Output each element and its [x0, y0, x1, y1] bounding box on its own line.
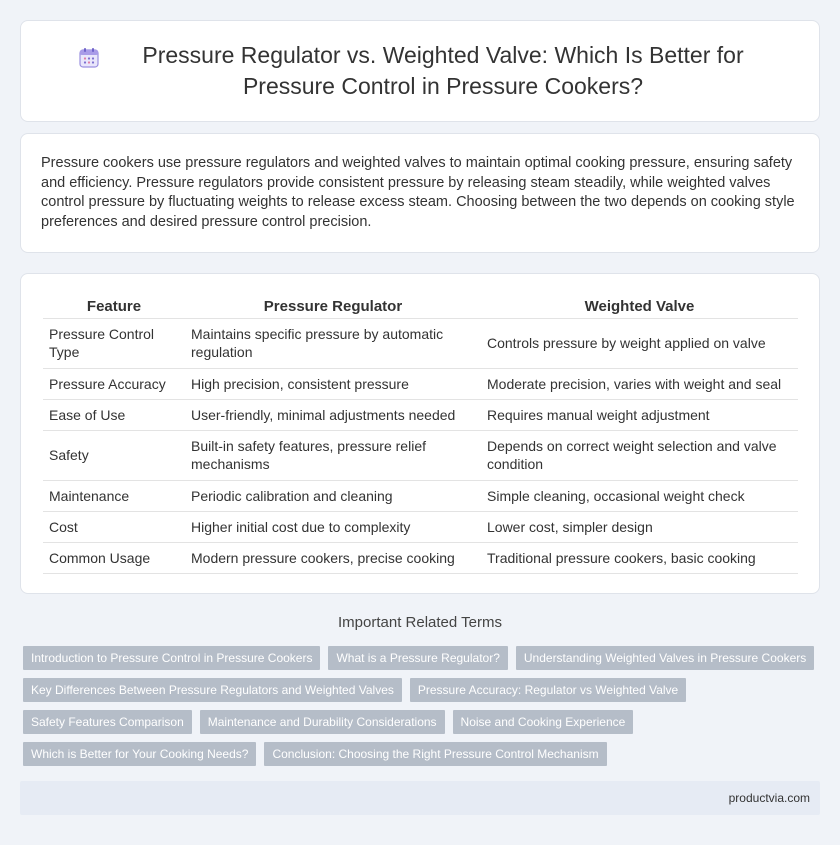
- table-cell-feature: Safety: [43, 430, 185, 480]
- table-cell-feature: Common Usage: [43, 542, 185, 573]
- table-header-row: [43, 294, 798, 318]
- tag-row: [23, 742, 823, 766]
- related-term-tag[interactable]: Pressure Accuracy: Regulator vs Weighted Valve: [410, 678, 686, 702]
- related-terms-list: [23, 646, 823, 774]
- related-term-tag[interactable]: Which is Better for Your Cooking Needs?: [23, 742, 256, 766]
- table-cell-feature: Pressure Control Type: [43, 318, 185, 368]
- title-wrap: [77, 40, 763, 102]
- intro-card: [20, 133, 820, 253]
- related-term-tag[interactable]: Maintenance and Durability Considerations: [200, 710, 445, 734]
- related-term-tag[interactable]: Introduction to Pressure Control in Pressure Cookers: [23, 646, 320, 670]
- table-cell-valve: Simple cleaning, occasional weight check: [481, 480, 798, 511]
- comparison-card: [20, 273, 820, 594]
- table-cell-feature: Ease of Use: [43, 399, 185, 430]
- table-cell-valve: Depends on correct weight selection and valve condition: [481, 430, 798, 480]
- table-row: [43, 368, 798, 399]
- table-cell-regulator: High precision, consistent pressure: [185, 368, 481, 399]
- tag-row: [23, 646, 823, 670]
- table-cell-regulator: Higher initial cost due to complexity: [185, 511, 481, 542]
- footer-site-link[interactable]: productvia.com: [728, 791, 810, 805]
- table-cell-regulator: User-friendly, minimal adjustments needed: [185, 399, 481, 430]
- table-cell-regulator: Modern pressure cookers, precise cooking: [185, 542, 481, 573]
- table-cell-valve: Traditional pressure cookers, basic cooking: [481, 542, 798, 573]
- table-cell-valve: Controls pressure by weight applied on valve: [481, 318, 798, 368]
- related-term-tag[interactable]: Understanding Weighted Valves in Pressure Cookers: [516, 646, 814, 670]
- table-cell-regulator: Maintains specific pressure by automatic regulation: [185, 318, 481, 368]
- related-term-tag[interactable]: What is a Pressure Regulator?: [328, 646, 507, 670]
- page-title: Pressure Regulator vs. Weighted Valve: Which Is Better for Pressure Control in Pressure Cookers?: [142, 42, 744, 99]
- calendar-icon: [77, 46, 101, 70]
- footer: [20, 781, 820, 815]
- table-row: [43, 511, 798, 542]
- table-cell-feature: Maintenance: [43, 480, 185, 511]
- related-term-tag[interactable]: Safety Features Comparison: [23, 710, 192, 734]
- related-term-tag[interactable]: Conclusion: Choosing the Right Pressure Control Mechanism: [264, 742, 606, 766]
- table-cell-regulator: Periodic calibration and cleaning: [185, 480, 481, 511]
- related-term-tag[interactable]: Key Differences Between Pressure Regulators and Weighted Valves: [23, 678, 402, 702]
- table-cell-valve: Requires manual weight adjustment: [481, 399, 798, 430]
- intro-paragraph: Pressure cookers use pressure regulators and weighted valves to maintain optimal cooking pressure, ensuring safety and efficiency. Pressure regulators provide consistent pressure by releasing steam steadily, while weighted valves control pressure by fluctuating weights to release excess steam. Choosing between the two depends on cooking style preferences and desired pressure control precision.: [41, 155, 795, 230]
- header-pressure-regulator: Pressure Regulator: [185, 294, 481, 318]
- table-cell-valve: Moderate precision, varies with weight and seal: [481, 368, 798, 399]
- title-card: [20, 20, 820, 122]
- tag-row: [23, 678, 823, 702]
- table-cell-feature: Pressure Accuracy: [43, 368, 185, 399]
- tag-row: [23, 710, 823, 734]
- table-cell-regulator: Built-in safety features, pressure relief mechanisms: [185, 430, 481, 480]
- table-row: [43, 480, 798, 511]
- table-row: [43, 430, 798, 480]
- table-row: [43, 542, 798, 573]
- table-cell-valve: Lower cost, simpler design: [481, 511, 798, 542]
- table-row: [43, 399, 798, 430]
- header-weighted-valve: Weighted Valve: [481, 294, 798, 318]
- table-cell-feature: Cost: [43, 511, 185, 542]
- comparison-table: [43, 294, 798, 574]
- related-terms-heading: Important Related Terms: [338, 614, 502, 631]
- table-row: [43, 318, 798, 368]
- related-term-tag[interactable]: Noise and Cooking Experience: [453, 710, 634, 734]
- header-feature: Feature: [43, 294, 185, 318]
